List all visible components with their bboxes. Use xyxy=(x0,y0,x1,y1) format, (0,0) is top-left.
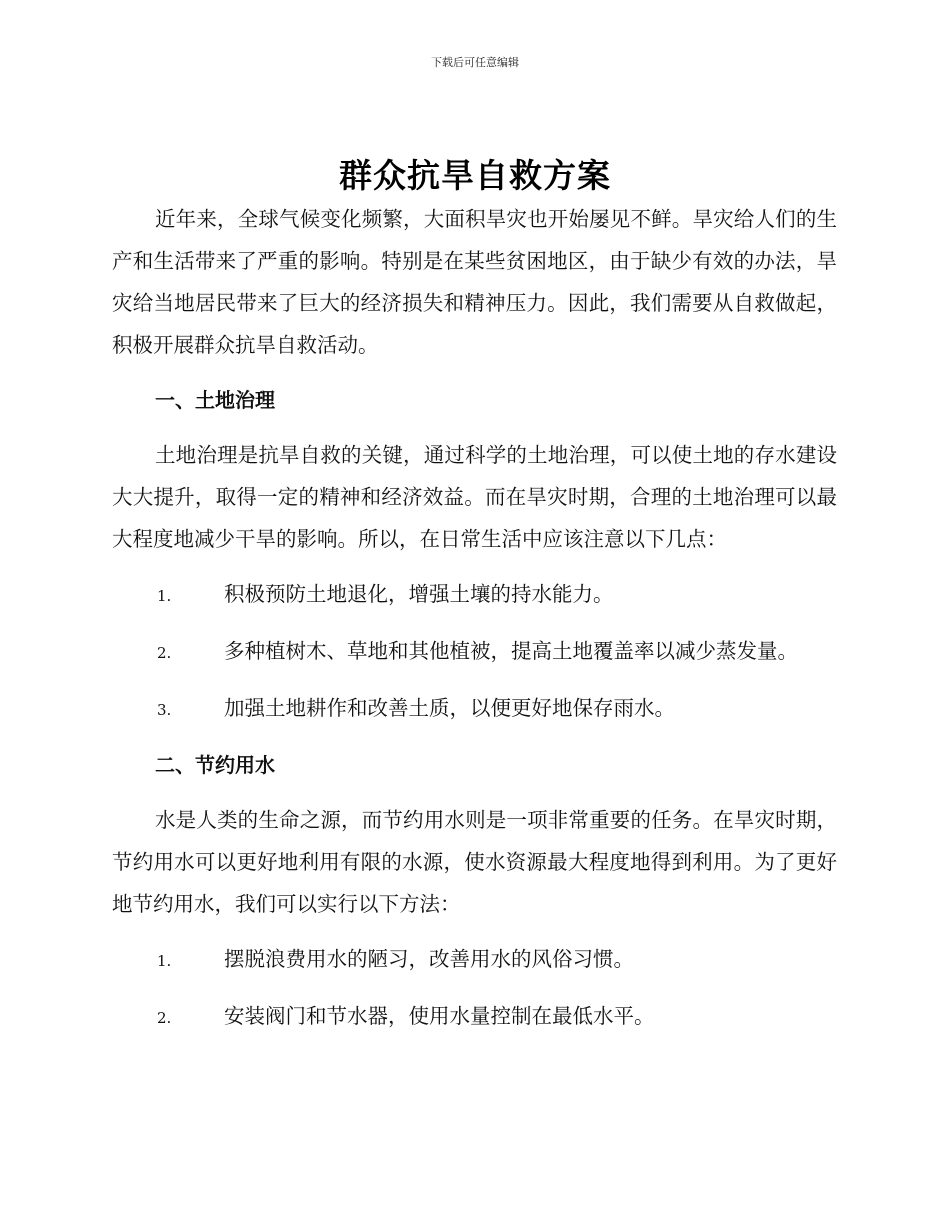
intro-paragraph: 近年来，全球气候变化频繁，大面积旱灾也开始屡见不鲜。旱灾给人们的生产和生活带来了严重的影响。特别是在某些贫困地区，由于缺少有效的办法，旱灾给当地居民带来了巨大的经济损失和精神压力。因此，我们需要从自救做起，积极开展群众抗旱自救活动。 xyxy=(112,207,837,357)
section-1-heading: 一、土地治理 xyxy=(155,388,275,412)
list-item-number: 1. xyxy=(157,587,172,605)
list-item-number: 1. xyxy=(157,952,172,970)
page-header-note: 下载后可任意编辑 xyxy=(431,56,519,69)
list-item xyxy=(112,687,837,731)
list-item-number: 3. xyxy=(157,701,172,719)
list-item xyxy=(112,995,837,1039)
list-item-text: 多种植树木、草地和其他植被，提高土地覆盖率以减少蒸发量。 xyxy=(224,639,798,663)
section-1-paragraph: 土地治理是抗旱自救的关键，通过科学的土地治理，可以使土地的存水建设大大提升，取得一定的精神和经济效益。而在旱灾时期，合理的土地治理可以最大程度地减少干旱的影响。所以，在日常生活中应该注意以下几点： xyxy=(112,443,837,551)
list-item xyxy=(112,573,837,617)
section-2-heading: 二、节约用水 xyxy=(155,753,275,777)
list-item xyxy=(112,630,837,674)
section-2-paragraph: 水是人类的生命之源，而节约用水则是一项非常重要的任务。在旱灾时期，节约用水可以更好地利用有限的水源，使水资源最大程度地得到利用。为了更好地节约用水，我们可以实行以下方法： xyxy=(112,808,837,916)
list-item-text: 摆脱浪费用水的陋习，改善用水的风俗习惯。 xyxy=(224,947,634,971)
document-body xyxy=(112,198,837,1052)
list-item-text: 加强土地耕作和改善土质，以便更好地保存雨水。 xyxy=(224,696,675,720)
list-item xyxy=(112,938,837,982)
section-1-list xyxy=(112,573,837,731)
section-2-list xyxy=(112,938,837,1039)
list-item-number: 2. xyxy=(157,644,172,662)
list-item-number: 2. xyxy=(157,1009,172,1027)
list-item-text: 积极预防土地退化，增强土壤的持水能力。 xyxy=(224,582,614,606)
document-title: 群众抗旱自救方案 xyxy=(339,156,611,195)
list-item-text: 安装阀门和节水器，使用水量控制在最低水平。 xyxy=(224,1004,655,1028)
